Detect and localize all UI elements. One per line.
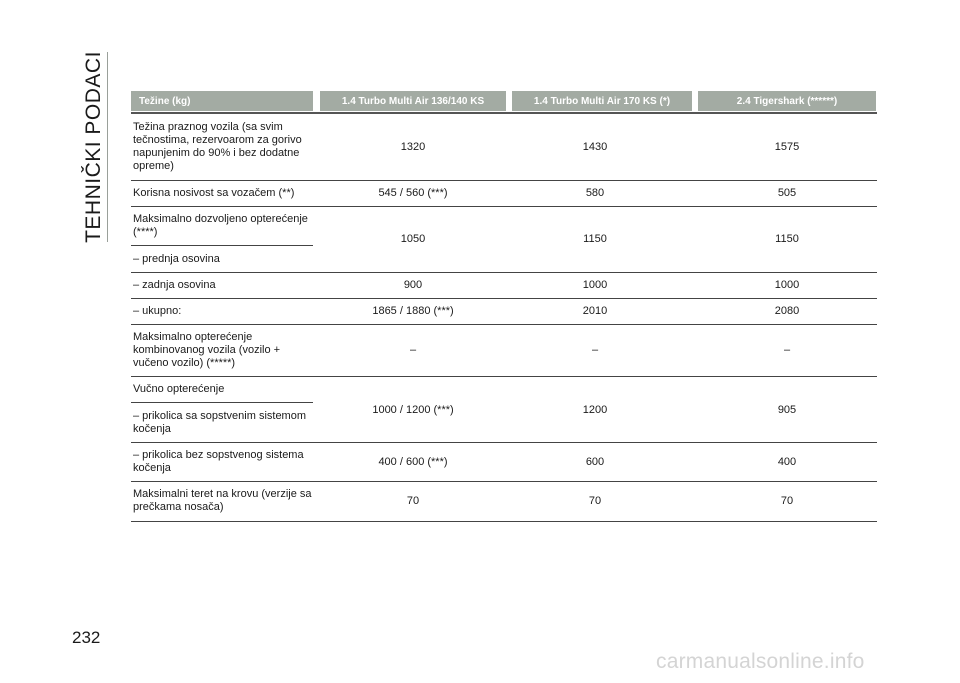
cell-rear-axle-136: 900 [403,279,423,291]
section-divider [107,52,108,242]
sub-divider [131,402,313,403]
cell-roof-tigershark: 70 [780,495,794,507]
cell-combined-170: – [591,344,599,356]
cell-unbraked-tigershark: 400 [777,456,797,468]
row-label-total: – ukupno: [133,305,182,317]
row-label-unbraked-trailer: – prikolica bez sopstvenog sistema kočenja [133,449,304,474]
cell-empty-weight-170: 1430 [582,141,608,153]
row-label-towing: Vučno opterećenje [133,383,225,395]
header-tigershark: 2.4 Tigershark (******) [698,91,876,111]
cell-payload-136: 545 / 560 (***) [378,187,448,199]
sub-divider [131,245,313,246]
row-label-rear-axle: – zadnja osovina [133,279,216,291]
cell-combined-136: – [409,344,417,356]
cell-front-axle-tigershark: 1150 [775,233,799,245]
row-label-front-axle: – prednja osovina [133,253,220,265]
cell-payload-tigershark: 505 [777,187,797,199]
cell-unbraked-136: 400 / 600 (***) [378,456,448,468]
cell-empty-weight-136: 1320 [400,141,426,153]
cell-roof-170: 70 [588,495,602,507]
cell-combined-tigershark: – [783,344,791,356]
section-title: TEHNIČKI PODACI [82,51,106,243]
cell-total-170: 2010 [582,305,608,317]
row-divider [131,180,877,181]
cell-payload-170: 580 [585,187,605,199]
table-bottom-rule [131,521,877,522]
row-label-braked-trailer: – prikolica sa sopstvenim sistemom kočenja [133,410,307,435]
row-divider [131,324,877,325]
row-label-max-load: Maksimalno dozvoljeno opterećenje (****) [133,213,308,238]
header-engine-170: 1.4 Turbo Multi Air 170 KS (*) [512,91,692,111]
cell-roof-136: 70 [406,495,420,507]
row-label-combined-load: Maksimalno opterećenje kombinovanog vozila (vozilo + vučeno vozilo) (*****) [133,331,281,369]
row-label-roof-load: Maksimalni teret na krovu (verzije sa prečkama nosača) [133,488,312,513]
row-label-empty-weight: Težina praznog vozila (sa svim tečnostima, rezervoarom za gorivo napunjenim do 90% i bez dodatne opreme) [133,121,302,172]
row-divider [131,481,877,482]
cell-rear-axle-tigershark: 1000 [774,279,800,291]
cell-braked-136: 1000 / 1200 (***) [372,404,454,416]
header-weights: Težine (kg) [131,91,313,111]
row-divider [131,206,877,207]
header-rule [131,112,877,114]
row-label-payload: Korisna nosivost sa vozačem (**) [133,187,295,199]
page-number: 232 [72,628,101,647]
cell-total-136: 1865 / 1880 (***) [372,305,454,317]
watermark: carmanualsonline.info [656,650,865,673]
cell-braked-tigershark: 905 [777,404,797,416]
row-divider [131,442,877,443]
cell-braked-170: 1200 [582,404,608,416]
cell-unbraked-170: 600 [585,456,605,468]
cell-front-axle-136: 1050 [400,233,426,245]
cell-total-tigershark: 2080 [774,305,800,317]
row-divider [131,272,877,273]
row-divider [131,298,877,299]
row-divider [131,376,877,377]
cell-empty-weight-tigershark: 1575 [774,141,800,153]
cell-rear-axle-170: 1000 [582,279,608,291]
cell-front-axle-170: 1150 [583,233,607,245]
header-engine-136-140: 1.4 Turbo Multi Air 136/140 KS [320,91,506,111]
